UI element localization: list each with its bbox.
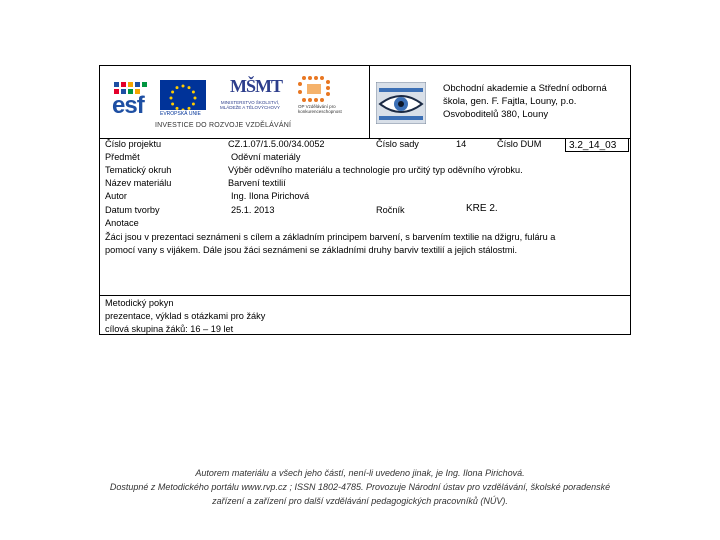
- anotace-line-2: pomocí vany s vijákem. Dále jsou žáci seznámeni se základními druhy barviv textilií a jejich stálostmi.: [105, 245, 518, 255]
- msmt-logo: [210, 76, 290, 118]
- school-line-1: Obchodní akademie a Střední odborná: [443, 83, 607, 94]
- school-name: [443, 82, 628, 121]
- metodicky-line-1: prezentace, výklad s otázkami pro žáky: [105, 311, 266, 321]
- autor-label: Autor: [105, 191, 127, 201]
- rocnik-value: KRE 2.: [466, 203, 498, 214]
- footer-line-1: Autorem materiálu a všech jeho částí, není-li uvedeno jinak, je Ing. Ilona Pirichová.: [195, 468, 525, 478]
- datum-tvorby-label: Datum tvorby: [105, 205, 160, 215]
- tematicky-okruh-label: Tematický okruh: [105, 165, 172, 175]
- cislo-dum-value: 3.2_14_03: [569, 140, 617, 151]
- investice-tagline: INVESTICE DO ROZVOJE VZDĚLÁVÁNÍ: [155, 122, 292, 129]
- predmet-value: Oděvní materiály: [231, 152, 301, 162]
- msmt-caption: MINISTERSTVO ŠKOLSTVÍ, MLÁDEŽE A TĚLOVÝCHOVY: [220, 100, 280, 110]
- autor-value: Ing. Ilona Pirichová: [231, 191, 310, 201]
- eu-caption: EVROPSKÁ UNIE: [160, 111, 201, 117]
- metodicky-pokyn: [105, 297, 265, 336]
- metodicky-line-2: cílová skupina žáků: 16 – 19 let: [105, 324, 234, 334]
- esf-logo: [112, 80, 156, 119]
- anotace-line-1: Žáci jsou v prezentaci seznámeni s cílem a základním principem barvení, s barvením textilie na džigru, fuláru a: [105, 232, 556, 242]
- header-divider: [100, 138, 630, 139]
- tematicky-okruh-value: Výběr oděvního materiálu a technologie pro určitý typ oděvního výrobku.: [228, 165, 523, 175]
- eu-flag-logo: [160, 80, 206, 120]
- cislo-projektu-value: CZ.1.07/1.5.00/34.0052: [228, 139, 325, 149]
- nazev-materialu-label: Název materiálu: [105, 178, 172, 188]
- footer-line-2: Dostupné z Metodického portálu www.rvp.cz ; ISSN 1802-4785. Provozuje Národní ústav pro vzdělávání, školské poradenské: [109, 482, 611, 492]
- rocnik-label: Ročník: [376, 205, 405, 215]
- msmt-wordmark: MŠMT: [230, 76, 282, 96]
- cislo-sady-value: 14: [456, 139, 467, 149]
- anotace-label: Anotace: [105, 218, 139, 228]
- footer-line-3: zařízení a zařízení pro další vzdělávání pedagogických pracovníků (NÚV).: [212, 496, 508, 506]
- anotace-text: [105, 231, 625, 257]
- esf-wordmark: esf: [112, 92, 144, 119]
- op-vk-logo: [296, 74, 340, 120]
- nazev-materialu-value: Barvení textilií: [228, 178, 286, 188]
- cislo-dum-label: Číslo DUM: [497, 139, 542, 149]
- school-line-2: škola, gen. F. Fajtla, Louny, p.o.: [443, 96, 577, 107]
- predmet-label: Předmět: [105, 152, 140, 162]
- school-eye-logo: [376, 82, 426, 124]
- cislo-projektu-label: Číslo projektu: [105, 139, 162, 149]
- metodicky-label: Metodický pokyn: [105, 298, 174, 308]
- datum-tvorby-value: 25.1. 2013: [231, 205, 275, 215]
- metodicky-divider: [100, 295, 630, 296]
- cislo-sady-label: Číslo sady: [376, 139, 419, 149]
- op-caption: OP Vzdělávání pro konkurenceschopnost: [298, 104, 342, 114]
- school-line-3: Osvoboditelů 380, Louny: [443, 109, 549, 120]
